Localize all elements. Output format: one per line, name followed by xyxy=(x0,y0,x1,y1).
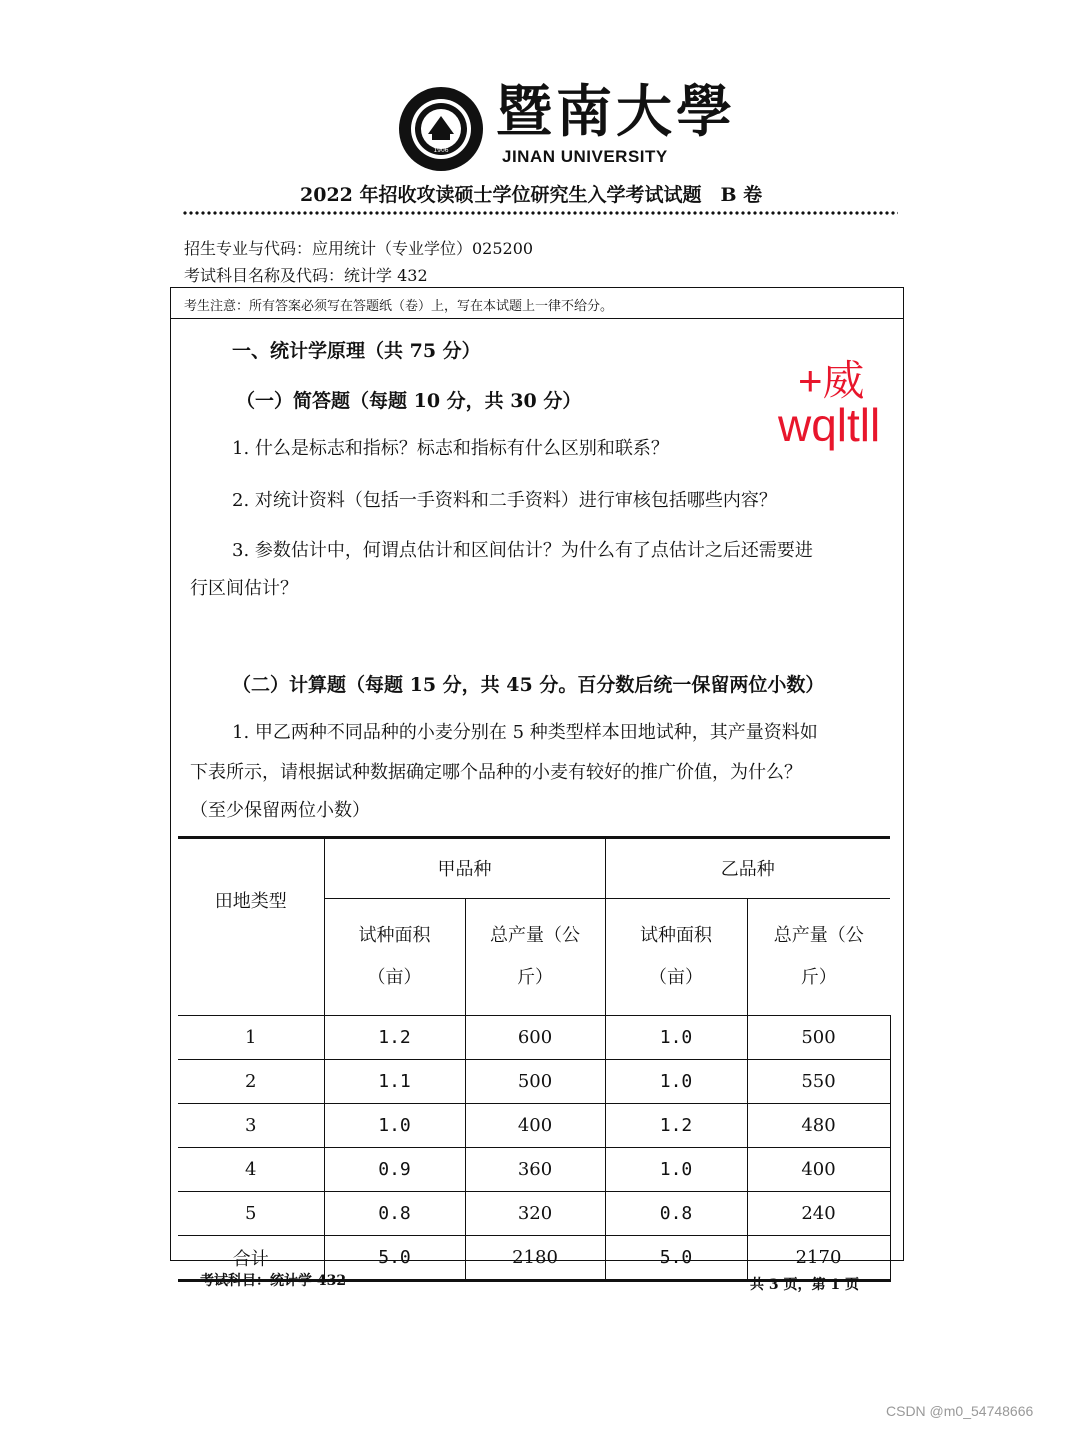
calc-question-1-line3: （至少保留两位小数） xyxy=(190,800,370,821)
watermark-line2: wqltll xyxy=(778,399,881,451)
header-field-type: 田地类型 xyxy=(178,838,324,1016)
subject-info: 考试科目名称及代码：统计学 432 xyxy=(184,266,428,285)
part-title-calculation: （二）计算题（每题 15 分，共 45 分。百分数后统一保留两位小数） xyxy=(232,674,825,696)
source-watermark: CSDN @m0_54748666 xyxy=(886,1403,1034,1419)
header-a-area-l1: 试种面积 xyxy=(358,924,431,946)
header-a-yield-l1: 总产量（公 xyxy=(490,924,580,946)
university-name-cn: 暨南大學 xyxy=(496,79,736,145)
footer-page-number: 共 3 页，第 1 页 xyxy=(750,1277,859,1293)
cell-b-yield: 500 xyxy=(747,1016,890,1060)
cell-b-yield: 480 xyxy=(747,1104,890,1148)
cell-type: 2 xyxy=(178,1060,324,1104)
cell-type: 1 xyxy=(178,1016,324,1060)
table-row xyxy=(178,1104,890,1148)
header-a-yield xyxy=(465,898,605,1015)
cell-a-yield: 360 xyxy=(465,1148,605,1192)
header-a-area xyxy=(324,898,465,1015)
table-row xyxy=(178,1016,890,1060)
exam-title: 2022 年招收攻读硕士学位研究生入学考试试题 B 卷 xyxy=(300,184,763,206)
header-a-area-l2: （亩） xyxy=(367,966,422,988)
cell-a-area: 1.1 xyxy=(324,1060,465,1104)
cell-a-area: 0.9 xyxy=(324,1148,465,1192)
cell-a-yield: 600 xyxy=(465,1016,605,1060)
header-variety-a: 甲品种 xyxy=(324,838,605,899)
question-3-line2: 行区间估计？ xyxy=(190,578,298,599)
cell-a-yield: 320 xyxy=(465,1192,605,1236)
cell-b-area: 1.0 xyxy=(605,1016,747,1060)
cell-type: 合计 xyxy=(178,1236,324,1281)
svg-text:1906: 1906 xyxy=(433,147,449,154)
cell-b-area: 1.0 xyxy=(605,1148,747,1192)
cell-b-yield: 550 xyxy=(747,1060,890,1104)
cell-b-area: 1.2 xyxy=(605,1104,747,1148)
header-b-yield-l2: 斤） xyxy=(800,966,837,988)
major-info: 招生专业与代码：应用统计（专业学位）025200 xyxy=(184,239,534,258)
cell-a-area: 1.2 xyxy=(324,1016,465,1060)
calc-question-1-line2: 下表所示，请根据试种数据确定哪个品种的小麦有较好的推广价值，为什么？ xyxy=(190,762,802,783)
question-3-line1: 3. 参数估计中，何谓点估计和区间估计？为什么有了点估计之后还需要进 xyxy=(232,540,813,561)
header-variety-b: 乙品种 xyxy=(605,838,890,899)
cell-a-yield: 500 xyxy=(465,1060,605,1104)
question-1: 1. 什么是标志和指标？标志和指标有什么区别和联系？ xyxy=(232,438,669,459)
header-b-area-l1: 试种面积 xyxy=(640,924,712,946)
cell-b-yield: 400 xyxy=(747,1148,890,1192)
cell-a-yield: 400 xyxy=(465,1104,605,1148)
section-title: 一、统计学原理（共 75 分） xyxy=(232,340,481,362)
header-b-area-l2: （亩） xyxy=(649,966,703,988)
table-row xyxy=(178,1192,890,1236)
header-a-yield-l2: 斤） xyxy=(517,966,553,988)
university-seal-logo xyxy=(398,86,484,172)
cell-b-yield: 2170 xyxy=(747,1236,890,1281)
header-b-area xyxy=(605,898,747,1015)
yield-table xyxy=(178,836,890,1282)
header-b-yield-l1: 总产量（公 xyxy=(773,924,864,946)
cell-b-yield: 240 xyxy=(747,1192,890,1236)
header-b-yield xyxy=(747,898,890,1015)
table-row xyxy=(178,1148,890,1192)
cell-a-area: 5.0 xyxy=(324,1236,465,1281)
cell-type: 4 xyxy=(178,1148,324,1192)
dotted-divider xyxy=(182,210,898,216)
watermark-line1: +威 xyxy=(798,357,865,404)
university-name-en: JINAN UNIVERSITY xyxy=(502,147,668,166)
notice-text: 考生注意：所有答案必须写在答题纸（卷）上，写在本试题上一律不给分。 xyxy=(184,299,614,314)
cell-b-area: 5.0 xyxy=(605,1236,747,1281)
cell-a-area: 1.0 xyxy=(324,1104,465,1148)
cell-type: 5 xyxy=(178,1192,324,1236)
calc-question-1-line1: 1. 甲乙两种不同品种的小麦分别在 5 种类型样本田地试种，其产量资料如 xyxy=(232,722,818,743)
cell-a-yield: 2180 xyxy=(465,1236,605,1281)
part-title-short-answer: （一）简答题（每题 10 分，共 30 分） xyxy=(236,390,582,412)
footer-subject: 考试科目：统计学 432 xyxy=(200,1273,347,1289)
cell-b-area: 0.8 xyxy=(605,1192,747,1236)
cell-a-area: 0.8 xyxy=(324,1192,465,1236)
cell-type: 3 xyxy=(178,1104,324,1148)
cell-b-area: 1.0 xyxy=(605,1060,747,1104)
question-2: 2. 对统计资料（包括一手资料和二手资料）进行审核包括哪些内容？ xyxy=(232,490,777,511)
table-row xyxy=(178,1060,890,1104)
